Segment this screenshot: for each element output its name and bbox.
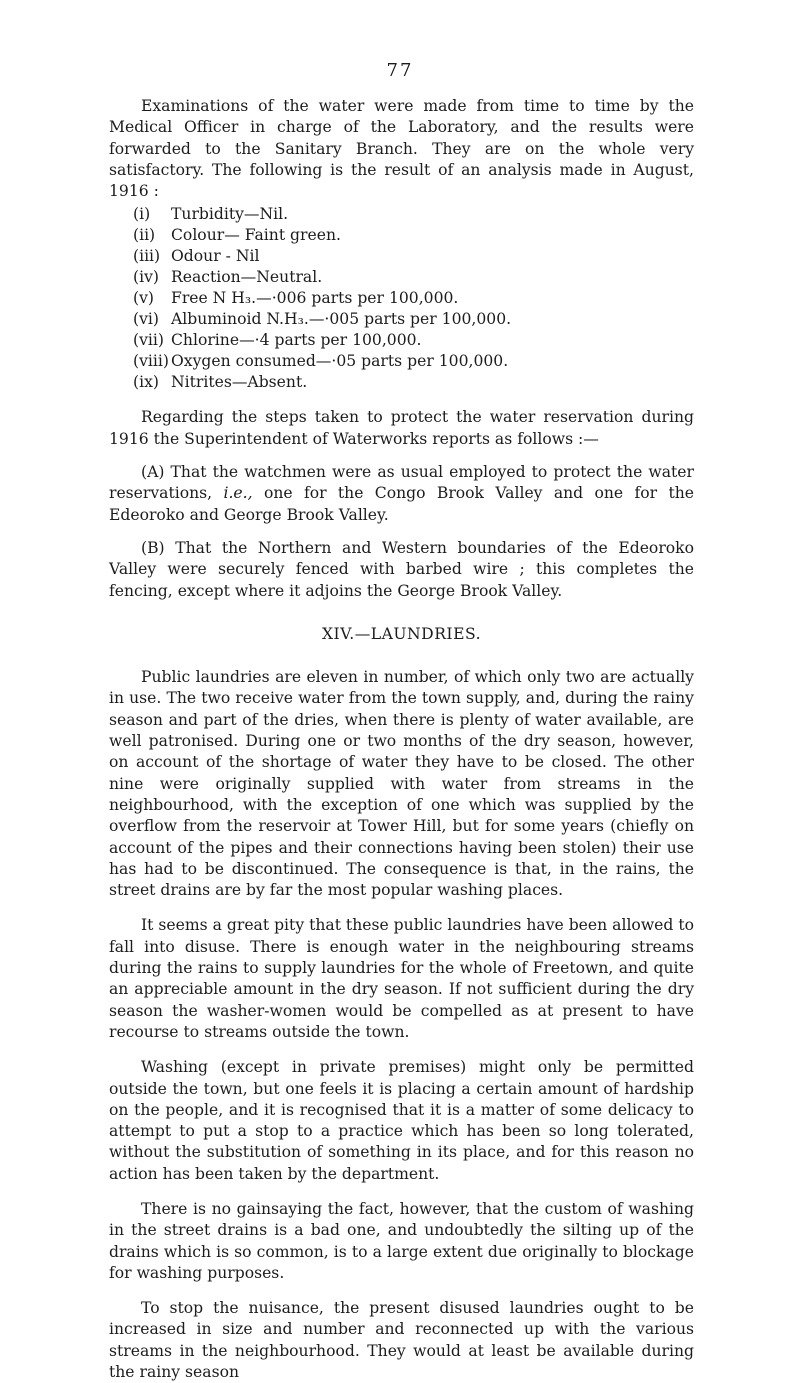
analysis-item-text: Reaction—Neutral.: [171, 268, 323, 287]
point-b-label: (B): [141, 538, 165, 557]
point-b-text: That the Northern and Western boundaries of the Edeoroko Valley were securely fenced with barbed wire ; this completes the fencing, except where it adjoins the George Brook Valley.: [109, 538, 694, 600]
analysis-item: [109, 351, 694, 372]
analysis-item: [109, 267, 694, 288]
analysis-item-text: Odour - Nil: [171, 247, 260, 266]
analysis-item: [109, 288, 694, 309]
paragraph-2: It seems a great pity that these public laundries have been allowed to fall into disuse. There is enough water in the neighbouring streams during the rains to supply laundries for the whole of Freetown, and quite an appreciable amount in the dry season. If not sufficient during the dry season the washer-women would be compelled as at present to have recourse to streams outside the town.: [109, 916, 694, 1041]
page-number: 77: [386, 60, 414, 81]
intro-paragraph: Examinations of the water were made from time to time by the Medical Officer in charge of the Laboratory, and the results were forwarded to the Sanitary Branch. They are on the whole very satisfactory. The following is the result of an analysis made in August, 1916 :: [109, 97, 694, 201]
paragraph-5: To stop the nuisance, the present disused laundries ought to be increased in size and number and reconnected up with the various streams in the neighbourhood. They would at least be available during the rainy season: [109, 1299, 694, 1382]
analysis-item-text: Chlorine—·4 parts per 100,000.: [171, 331, 422, 350]
analysis-item-number: (vi): [133, 310, 159, 329]
section-heading: XIV.—LAUNDRIES.: [321, 624, 482, 643]
analysis-item-number: (v): [133, 289, 154, 308]
point-a: [109, 462, 694, 526]
analysis-list: [109, 204, 694, 393]
paragraph-1: Public laundries are eleven in number, of which only two are actually in use. The two receive water from the town supply, and, during the rainy season and part of the dries, when there is plenty of water available, are well patronised. During one or two months of the dry season, however, on account of the shortage of water they have to be closed. The other nine were originally supplied with water from streams in the neighbourhood, with the exception of one which was supplied by the overflow from the reservoir at Tower Hill, but for some years (chiefly on account of the pipes and their connections having been stolen) their use has had to be discontinued. The consequence is that, in the rains, the street drains are by far the most popular washing places.: [109, 668, 694, 900]
analysis-item: [109, 372, 694, 393]
analysis-item-number: (ii): [133, 226, 156, 245]
analysis-item: [109, 246, 694, 267]
point-a-text-after: one for the Congo Brook Valley and one for the Edeoroko and George Brook Valley.: [109, 484, 694, 524]
analysis-item-number: (iii): [133, 247, 161, 266]
analysis-item-number: (vii): [133, 331, 164, 350]
paragraph-3: Washing (except in private premises) might only be permitted outside the town, but one feels it is placing a certain amount of hardship on the people, and it is recognised that it is a matter of some delicacy to attempt to put a stop to a practice which has been so long tolerated, without the substitution of something in its place, and for this reason no action has been taken by the department.: [109, 1058, 694, 1183]
analysis-item-number: (iv): [133, 268, 159, 287]
analysis-item-number: (viii): [133, 352, 169, 371]
point-a-label: (A): [141, 463, 165, 482]
point-a-ie: i.e.,: [223, 484, 253, 503]
analysis-item-text: Albuminoid N.H₃.—·005 parts per 100,000.: [171, 310, 512, 329]
analysis-item: [109, 309, 694, 330]
paragraph-4: There is no gainsaying the fact, however, that the custom of washing in the street drains is a bad one, and undoubtedly the silting up of the drains which is so common, is to a large extent due originally to blockage for washing purposes.: [109, 1199, 694, 1282]
reservation-paragraph: Regarding the steps taken to protect the water reservation during 1916 the Superintendent of Waterworks reports as follows :—: [109, 408, 694, 448]
analysis-item: [109, 204, 694, 225]
analysis-item-text: Oxygen consumed—·05 parts per 100,000.: [171, 352, 509, 371]
analysis-item-number: (ix): [133, 373, 159, 392]
analysis-item-text: Free N H₃.—·006 parts per 100,000.: [171, 289, 459, 308]
analysis-item-text: Turbidity—Nil.: [171, 205, 289, 224]
point-b: [109, 538, 694, 602]
point-a-text-before: That the watchmen were as usual employed to protect the water reservations,: [109, 463, 694, 503]
analysis-item: [109, 330, 694, 351]
analysis-item-text: Nitrites—Absent.: [171, 373, 308, 392]
body-text: [109, 96, 694, 1383]
analysis-item-text: Colour— Faint green.: [171, 226, 341, 245]
analysis-item: [109, 225, 694, 246]
analysis-item-number: (i): [133, 205, 151, 224]
